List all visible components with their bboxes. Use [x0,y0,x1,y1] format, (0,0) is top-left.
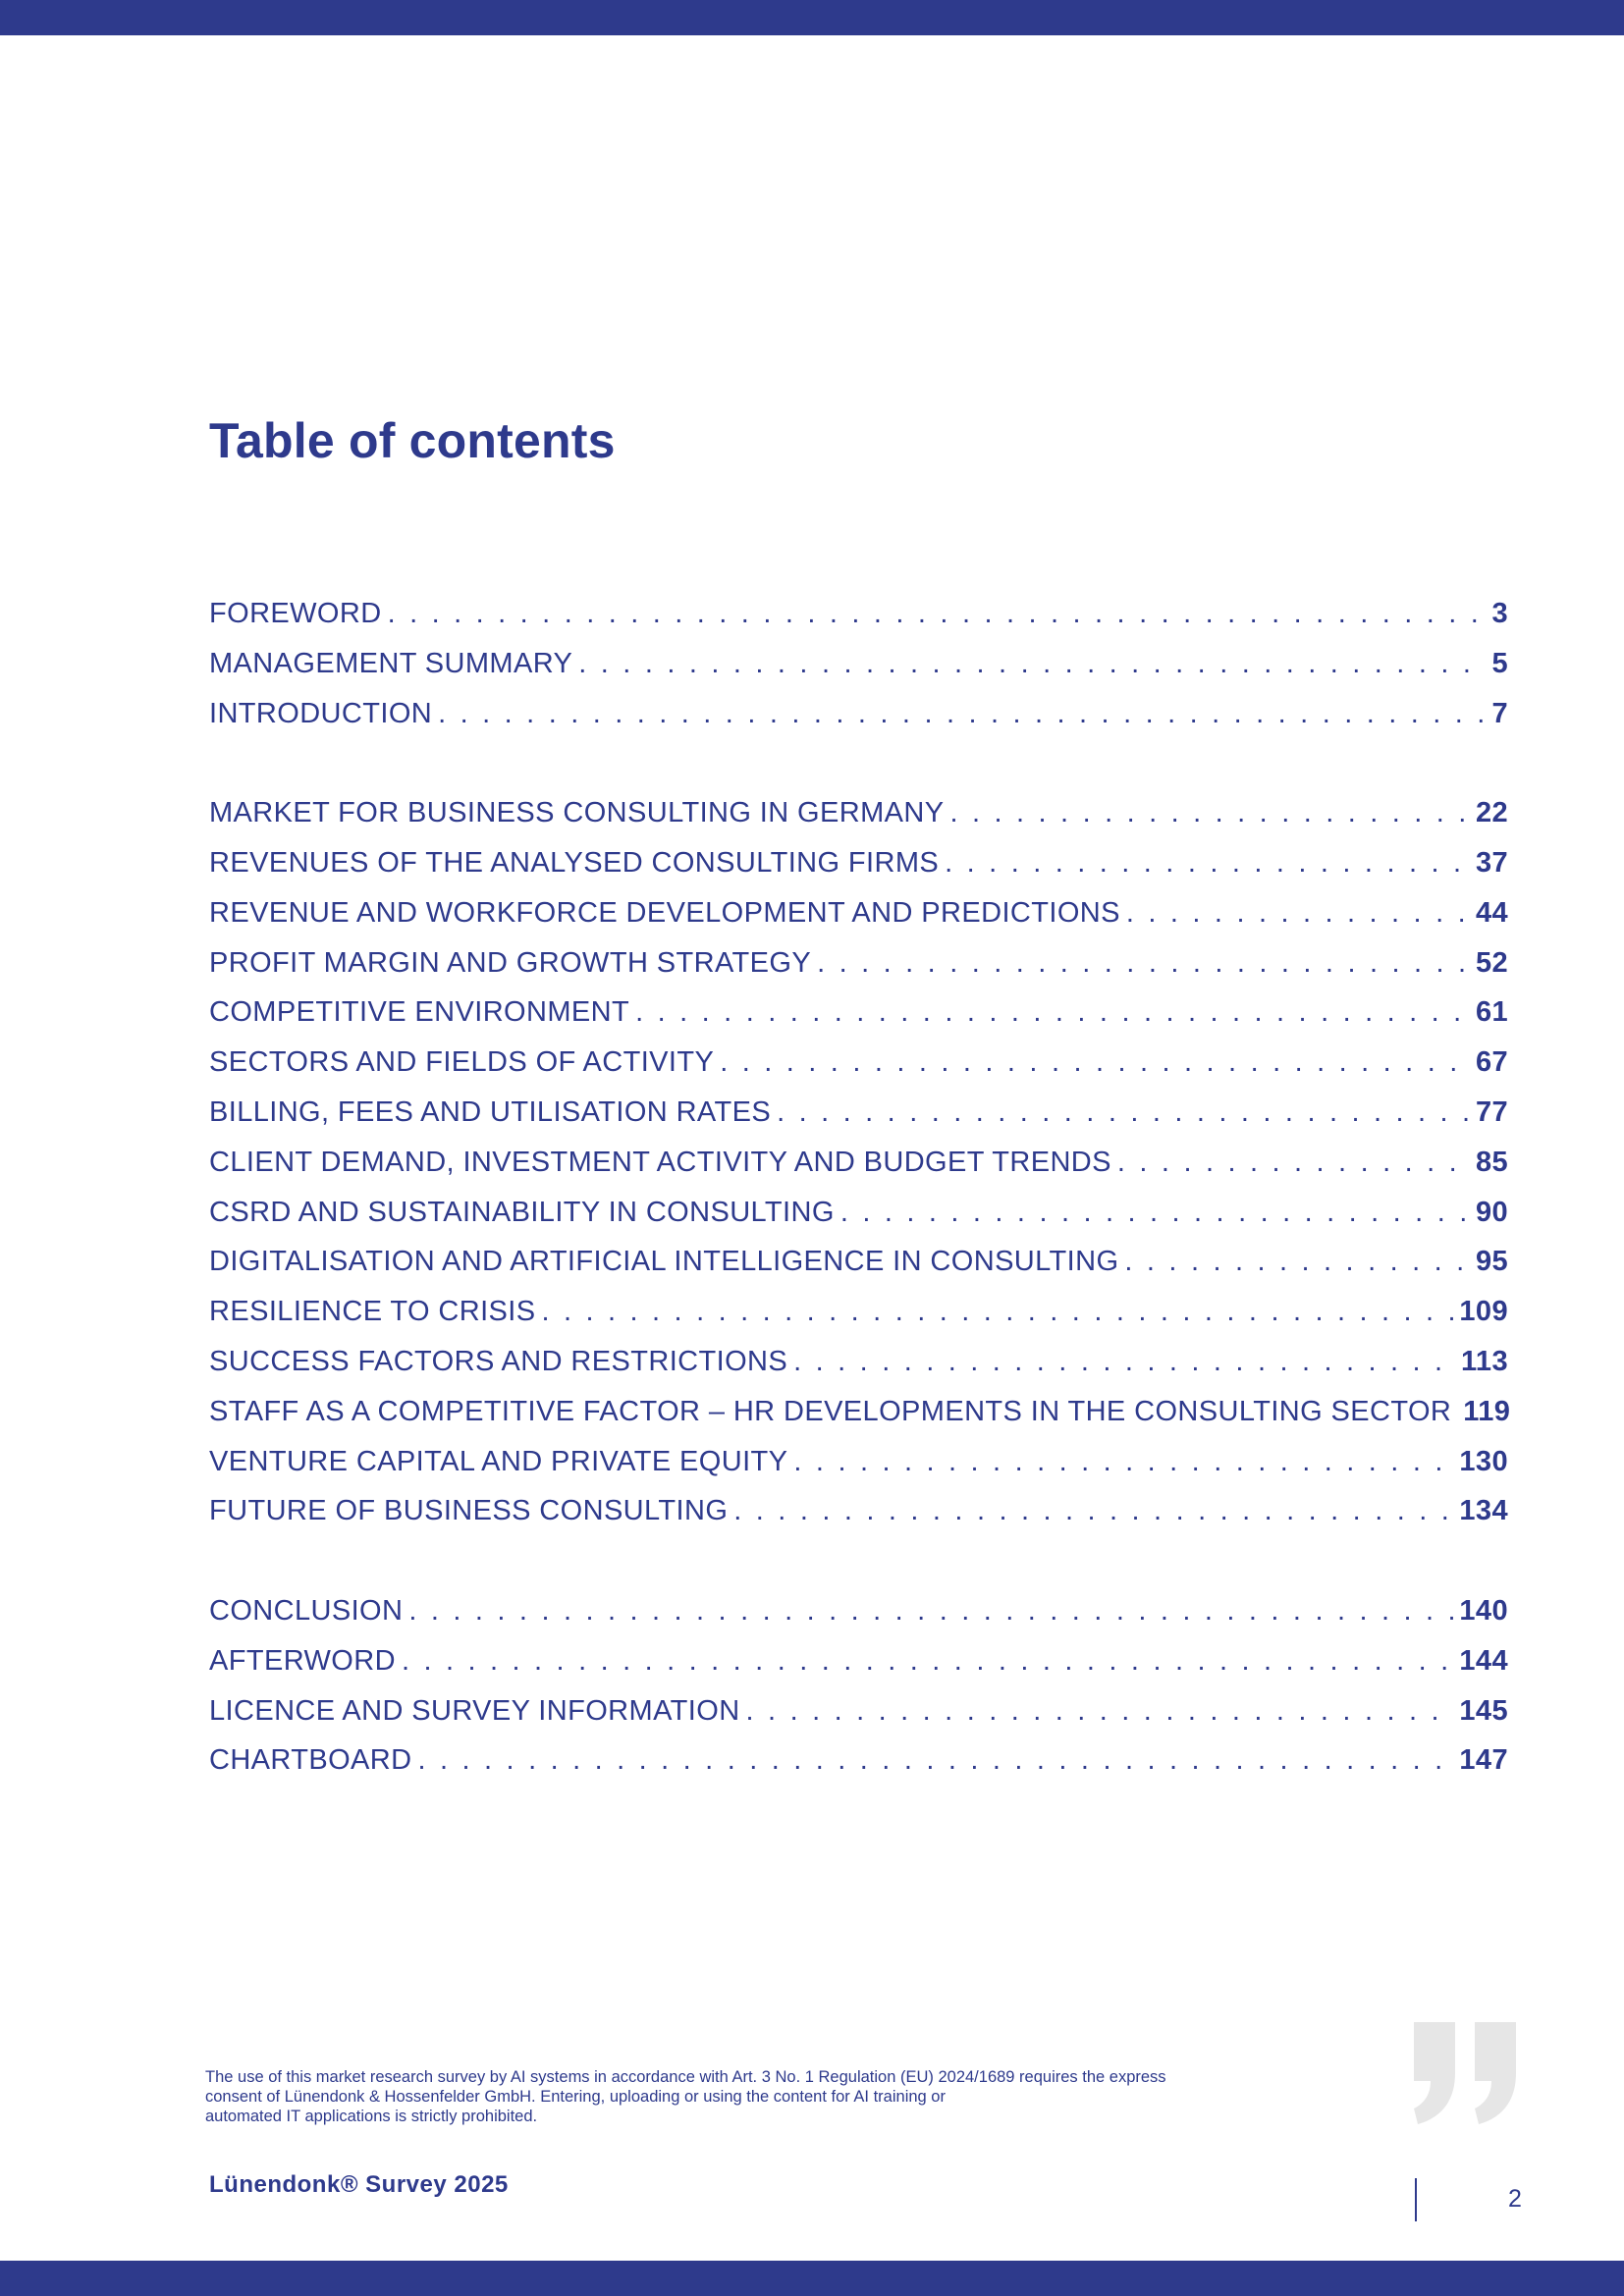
toc-entry-label: DIGITALISATION AND ARTIFICIAL INTELLIGENCE IN CONSULTING [209,1246,1119,1278]
toc-group [209,589,1508,738]
toc-dot-leader [541,1287,1453,1337]
toc-entry-label: MARKET FOR BUSINESS CONSULTING IN GERMANY [209,797,945,829]
toc-entry[interactable] [209,1387,1511,1437]
toc-entry-label: CLIENT DEMAND, INVESTMENT ACTIVITY AND BUDGET TRENDS [209,1146,1111,1178]
notice-line: The use of this market research survey by AI systems in accordance with Art. 3 No. 1 Regulation (EU) 2024/1689 requires the express [205,2068,1166,2086]
toc-dot-leader [438,689,1486,739]
toc-entry-label: MANAGEMENT SUMMARY [209,647,573,679]
page-number: 2 [1508,2185,1522,2213]
toc-entry[interactable] [209,1735,1508,1786]
toc-dot-leader [720,1038,1470,1088]
toc-entry-page: 3 [1491,598,1508,629]
toc-dot-leader [817,938,1470,988]
toc-entry[interactable] [209,1337,1508,1387]
toc-entry[interactable] [209,988,1508,1038]
toc-dot-leader [1124,1237,1470,1287]
toc-entry-page: 119 [1463,1395,1511,1427]
toc-entry[interactable] [209,1038,1508,1088]
toc-dot-leader [408,1586,1453,1636]
toc-entry-label: REVENUES OF THE ANALYSED CONSULTING FIRMS [209,846,940,879]
toc-entry-page: 134 [1459,1495,1508,1527]
toc-entry[interactable] [209,1437,1508,1487]
toc-dot-leader [793,1337,1455,1387]
page-title: Table of contents [209,413,616,468]
toc-dot-leader [635,988,1470,1038]
toc-entry-label: FUTURE OF BUSINESS CONSULTING [209,1495,729,1527]
toc-dot-leader [777,1088,1470,1138]
toc-entry-label: SUCCESS FACTORS AND RESTRICTIONS [209,1345,788,1377]
toc-entry-label: STAFF AS A COMPETITIVE FACTOR – HR DEVELOPMENTS IN THE CONSULTING SECTOR [209,1395,1452,1427]
toc-entry-label: LICENCE AND SURVEY INFORMATION [209,1694,740,1727]
toc-entry[interactable] [209,689,1508,739]
toc-entry[interactable] [209,888,1508,938]
toc-entry-page: 145 [1459,1694,1508,1727]
toc-dot-leader [1117,1138,1470,1188]
toc-entry[interactable] [209,1636,1508,1686]
toc-dot-leader [949,788,1469,838]
toc-entry-label: REVENUE AND WORKFORCE DEVELOPMENT AND PREDICTIONS [209,896,1120,929]
header-band [0,0,1624,35]
toc-dot-leader [746,1686,1454,1736]
toc-dot-leader [945,838,1470,888]
toc-entry[interactable] [209,639,1508,689]
toc-entry-page: 90 [1475,1196,1508,1228]
toc-dot-leader [418,1735,1454,1786]
toc-entry[interactable] [209,1586,1508,1636]
toc-entry[interactable] [209,589,1508,639]
toc-entry[interactable] [209,1287,1508,1337]
toc-entry-label: VENTURE CAPITAL AND PRIVATE EQUITY [209,1445,788,1477]
toc-entry-label: BILLING, FEES AND UTILISATION RATES [209,1095,772,1128]
footer-band [0,2261,1624,2296]
toc-dot-leader [402,1636,1453,1686]
toc-entry-page: 95 [1475,1246,1508,1278]
toc-entry-page: 37 [1475,846,1508,879]
toc-entry-label: INTRODUCTION [209,697,433,729]
toc-entry-page: 113 [1461,1345,1508,1377]
toc-dot-leader [388,589,1487,639]
toc-entry-page: 7 [1491,697,1508,729]
toc-entry-page: 144 [1459,1644,1508,1677]
ai-usage-notice [205,2067,1344,2126]
toc-entry-page: 77 [1475,1095,1508,1128]
closing-quote-icon [1410,2022,1524,2124]
toc-entry-page: 147 [1459,1744,1508,1777]
toc-entry-page: 61 [1475,996,1508,1029]
table-of-contents [209,589,1511,1786]
toc-dot-leader [793,1437,1453,1487]
toc-group [209,1586,1508,1786]
toc-entry-page: 109 [1459,1296,1508,1328]
toc-entry-page: 44 [1475,896,1508,929]
toc-entry[interactable] [209,1686,1508,1736]
toc-entry[interactable] [209,838,1508,888]
notice-line: consent of Lünendonk & Hossenfelder GmbH. Entering, uploading or using the content for AI training or [205,2088,946,2106]
toc-entry[interactable] [209,938,1508,988]
toc-dot-leader [733,1486,1453,1536]
toc-entry-label: CONCLUSION [209,1594,404,1627]
toc-entry[interactable] [209,1237,1508,1287]
toc-entry-label: PROFIT MARGIN AND GROWTH STRATEGY [209,946,812,979]
toc-entry[interactable] [209,788,1508,838]
toc-dot-leader [1126,888,1470,938]
toc-entry-label: RESILIENCE TO CRISIS [209,1296,536,1328]
toc-entry-page: 52 [1475,946,1508,979]
toc-entry[interactable] [209,1088,1508,1138]
footer-divider [1415,2178,1417,2221]
toc-entry[interactable] [209,1486,1508,1536]
toc-dot-leader [578,639,1486,689]
toc-entry-label: CHARTBOARD [209,1744,412,1777]
toc-group [209,788,1511,1536]
toc-entry[interactable] [209,1138,1508,1188]
footer-brand: Lünendonk® Survey 2025 [209,2171,509,2198]
toc-entry-label: CSRD AND SUSTAINABILITY IN CONSULTING [209,1196,835,1228]
toc-entry-page: 130 [1459,1445,1508,1477]
toc-entry-page: 5 [1491,647,1508,679]
toc-entry[interactable] [209,1188,1508,1238]
toc-dot-leader [840,1188,1470,1238]
notice-line: automated IT applications is strictly prohibited. [205,2108,538,2125]
toc-entry-label: AFTERWORD [209,1644,396,1677]
toc-entry-page: 140 [1459,1594,1508,1627]
toc-entry-label: COMPETITIVE ENVIRONMENT [209,996,630,1029]
toc-entry-label: FOREWORD [209,598,382,629]
toc-entry-label: SECTORS AND FIELDS OF ACTIVITY [209,1046,715,1079]
toc-entry-page: 67 [1475,1046,1508,1079]
toc-entry-page: 85 [1475,1146,1508,1178]
toc-entry-page: 22 [1475,797,1508,829]
